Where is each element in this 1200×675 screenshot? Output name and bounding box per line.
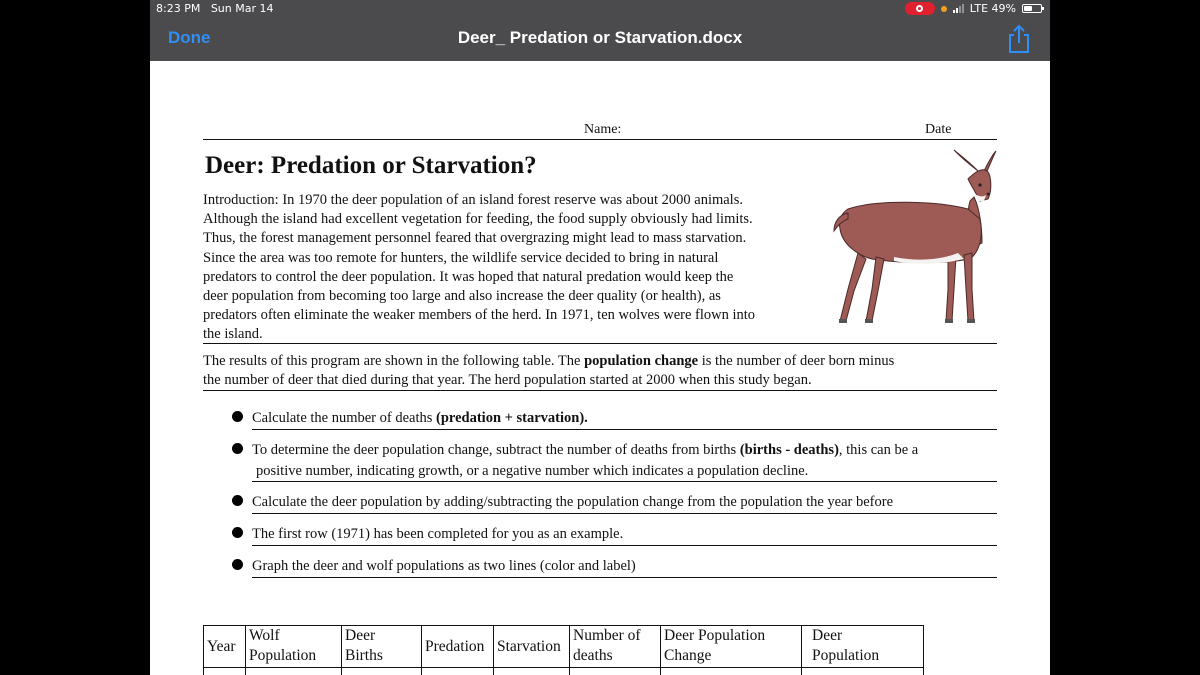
results-rule [203,390,997,391]
instruction-change-line2: positive number, indicating growth, or a negative number which indicates a population decline. [256,463,809,479]
status-right [905,2,1042,15]
ipad-screen [150,0,1050,675]
table-cell[interactable] [802,668,924,675]
table-cell[interactable] [204,668,246,675]
instruction-graph: Graph the deer and wolf populations as two lines (color and label) [252,558,636,574]
bullet-icon [232,527,243,538]
intro-line: deer population from becoming too large and also increase the deer quality (or health), as [203,288,721,305]
page-title: Deer: Predation or Starvation? [205,152,537,179]
table-row [204,668,924,675]
intro-line: Although the island had excellent vegetation for feeding, the food supply obviously had limits. [203,211,753,228]
status-time: 8:23 PM Sun Mar 14 [156,2,274,15]
intro-line: predators to control the deer population. It was hoped that natural predation would keep the [203,268,734,285]
table-header-row [204,626,924,668]
intro-rule [203,343,997,344]
header-rule [203,139,997,140]
col-predation: Predation [422,626,494,668]
bullet-icon [232,443,243,454]
bullet-icon [232,495,243,506]
intro-line: Thus, the forest management personnel feared that overgrazing might lead to mass starvation. [203,230,747,247]
nav-bar [150,18,1050,61]
intro-line: the island. [203,326,263,343]
results-text: The results of this program are shown in the following table. The population change is the number of deer born minus the number of deer that died during that year. The herd population started at 2000 when this study began. [203,353,895,389]
col-number-of-deaths: Number of deaths [570,626,661,668]
status-bar [150,0,1050,18]
deer-illustration [818,149,1002,329]
share-icon[interactable] [1006,24,1032,54]
bullet-icon [232,411,243,422]
instruction-change: To determine the deer population change, subtract the number of deaths from births (births - deaths), this can be a [252,442,919,458]
instruction-rule [252,577,997,578]
document-title: Deer_ Predation or Starvation.docx [457,28,743,47]
table-cell[interactable] [342,668,422,675]
mic-indicator-icon [941,6,947,12]
col-wolf-population: Wolf Population [246,626,342,668]
col-year: Year [204,626,246,668]
table-cell[interactable] [661,668,802,675]
done-button[interactable]: Done [168,28,211,47]
document-page [150,61,1050,675]
instruction-deaths: Calculate the number of deaths (predation + starvation). [252,410,588,426]
table-cell[interactable] [246,668,342,675]
col-deer-births: Deer Births [342,626,422,668]
intro-line: Introduction: In 1970 the deer population of an island forest reserve was about 2000 animals. [203,192,743,208]
intro-line: predators often eliminate the weaker members of the herd. In 1971, ten wolves were flown into [203,307,756,324]
introduction-text [203,191,818,345]
instruction-example: The first row (1971) has been completed for you as an example. [252,526,624,542]
signal-icon [953,4,964,13]
instruction-rule [252,513,997,514]
instruction-population: Calculate the deer population by adding/subtracting the population change from the population the year before [252,494,894,510]
bullet-icon [232,559,243,570]
instruction-rule [252,429,997,430]
data-table [203,625,924,675]
col-deer-population: Deer Population [802,626,924,668]
intro-line: Since the area was too remote for hunters, the wildlife service decided to bring in natural [203,249,719,266]
battery-icon [1022,4,1042,13]
screen-record-icon [905,2,935,15]
date-label: Date [925,122,952,137]
network-status: LTE 49% [969,2,1016,15]
table-cell[interactable] [422,668,494,675]
col-deer-population-change: Deer Population Change [661,626,802,668]
instruction-rule [252,481,997,482]
name-label: Name: [584,122,622,137]
col-starvation: Starvation [494,626,570,668]
instruction-rule [252,545,997,546]
table-cell[interactable] [494,668,570,675]
table-cell[interactable] [570,668,661,675]
